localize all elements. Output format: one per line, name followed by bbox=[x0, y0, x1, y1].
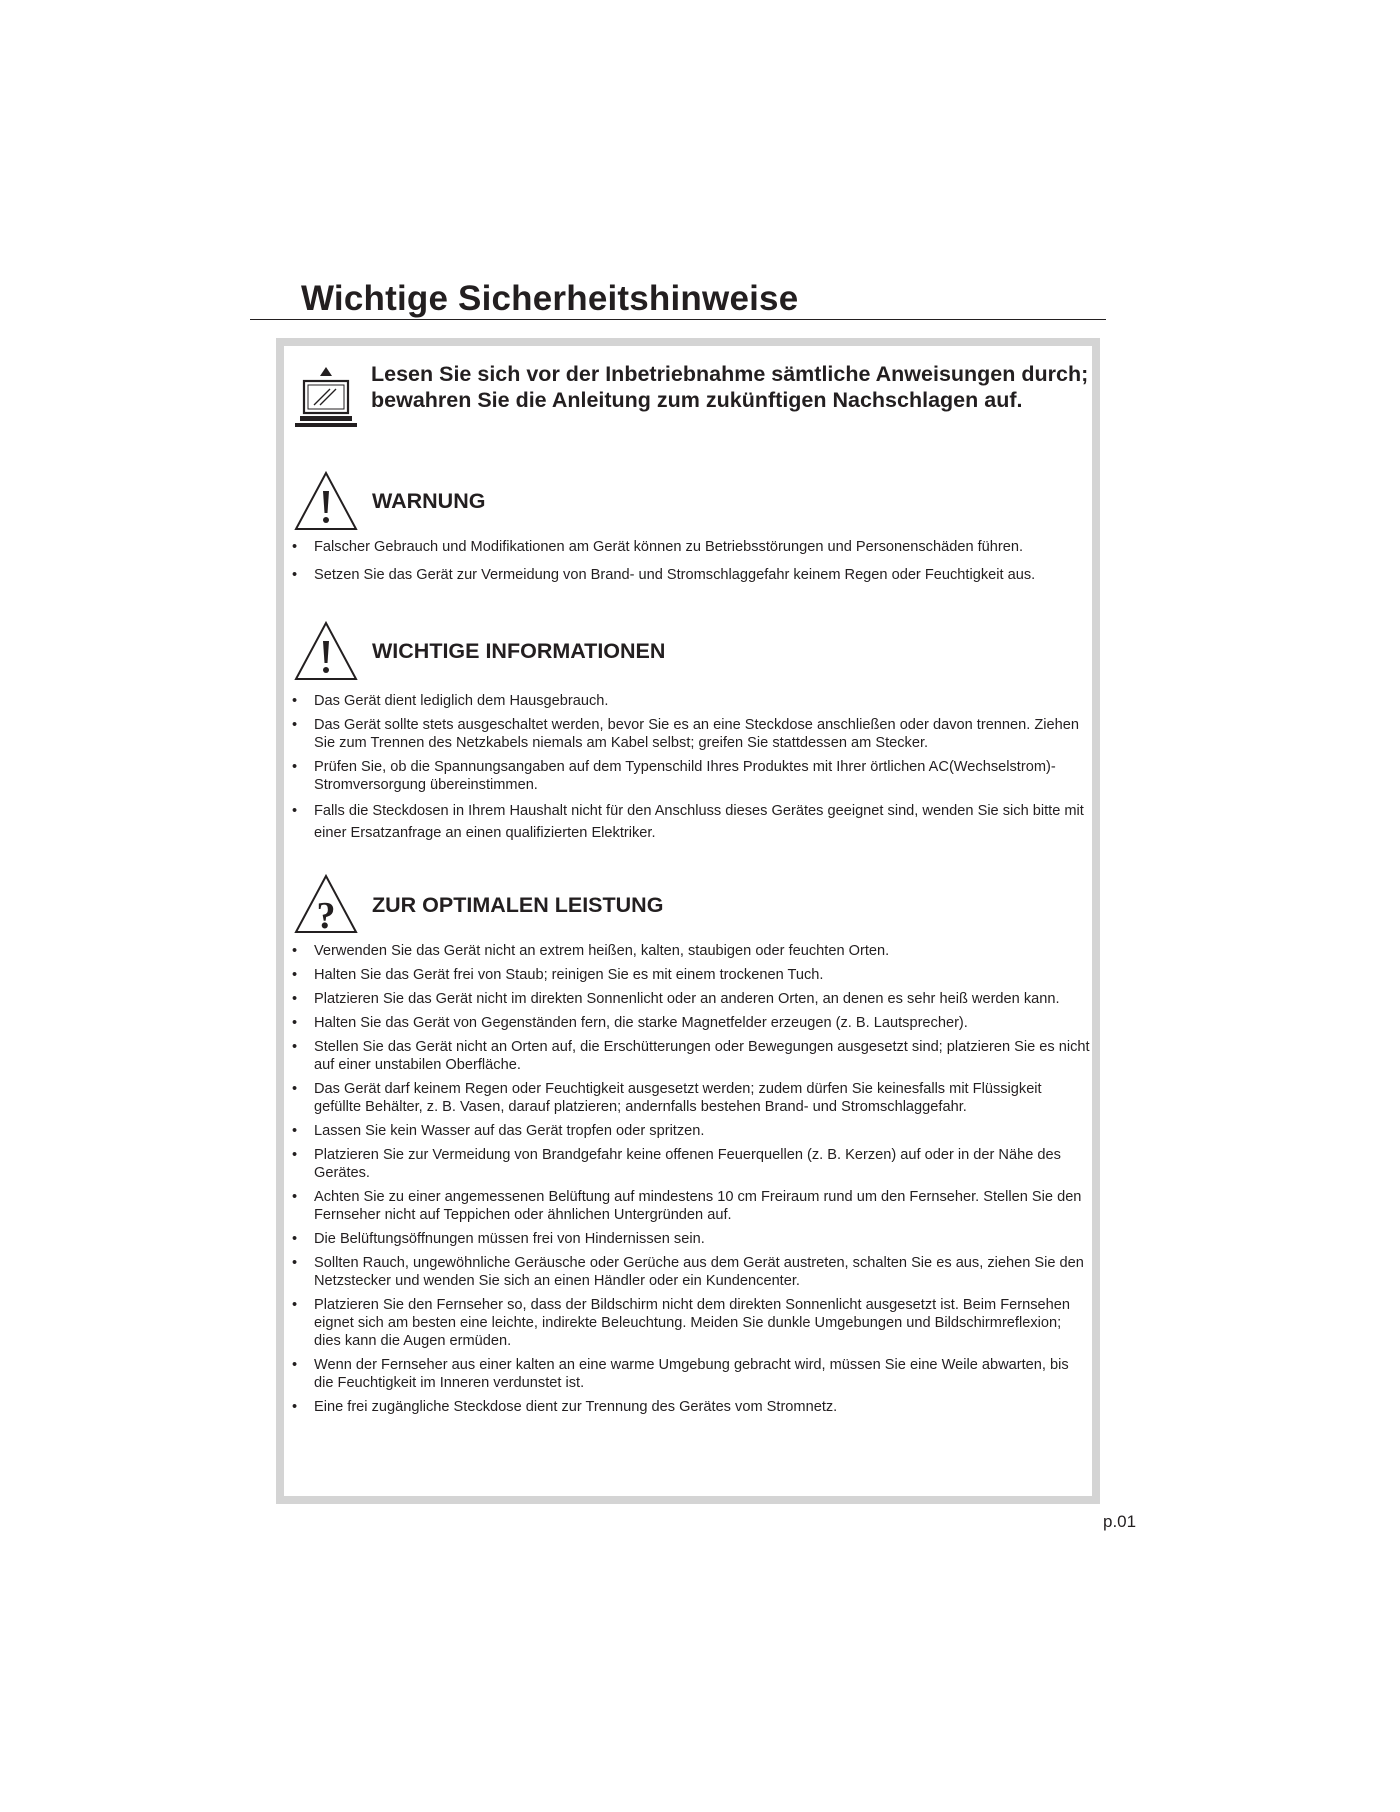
list-item: • Falls die Steckdosen in Ihrem Haushalt nicht für den Anschluss dieses Gerätes geeignet sind, wenden Sie sich bitte mit einer Ersatzanfrage an einen qualifizierten Elektriker. bbox=[0, 800, 1090, 844]
intro-text: Lesen Sie sich vor der Inbetriebnahme sämtliche Anweisungen durch; bewahren Sie die Anleitung zum zukünftigen Nachschlagen auf. bbox=[371, 362, 1089, 412]
section-title-warnung: WARNUNG bbox=[372, 489, 486, 513]
list-item: • Prüfen Sie, ob die Spannungsangaben auf dem Typenschild Ihres Produktes mit Ihrer örtlichen AC(Wechselstrom)-Stromversorgung übereinstimmen. bbox=[0, 758, 1090, 794]
list-item: • Verwenden Sie das Gerät nicht an extrem heißen, kalten, staubigen oder feuchten Orten. bbox=[0, 942, 1090, 960]
svg-text:?: ? bbox=[316, 895, 336, 934]
wichtige-informationen-list bbox=[0, 692, 1100, 844]
tv-manual-icon bbox=[294, 367, 358, 429]
list-item: • Eine frei zugängliche Steckdose dient zur Trennung des Gerätes vom Stromnetz. bbox=[0, 1398, 1090, 1416]
list-item: • Das Gerät darf keinem Regen oder Feuchtigkeit ausgesetzt werden; zudem dürfen Sie keinesfalls mit Flüssigkeit gefüllte Behälter, z. B. Vasen, darauf platzieren; andernfalls bestehen Brand- und Stromschlaggefahr. bbox=[0, 1080, 1090, 1116]
warnung-list bbox=[0, 538, 1100, 584]
list-item: • Lassen Sie kein Wasser auf das Gerät tropfen oder spritzen. bbox=[0, 1122, 1090, 1140]
list-item: • Die Belüftungsöffnungen müssen frei von Hindernissen sein. bbox=[0, 1230, 1090, 1248]
list-item: • Halten Sie das Gerät von Gegenständen fern, die starke Magnetfelder erzeugen (z. B. Lautsprecher). bbox=[0, 1014, 1090, 1032]
section-title-zur-optimalen-leistung: ZUR OPTIMALEN LEISTUNG bbox=[372, 893, 664, 917]
zur-optimalen-leistung-list bbox=[0, 942, 1100, 1416]
list-item: • Setzen Sie das Gerät zur Vermeidung von Brand- und Stromschlaggefahr keinem Regen oder Feuchtigkeit aus. bbox=[0, 566, 1090, 584]
page-number: p.01 bbox=[1103, 1512, 1137, 1531]
list-item: • Platzieren Sie zur Vermeidung von Brandgefahr keine offenen Feuerquellen (z. B. Kerzen) auf oder in der Nähe des Gerätes. bbox=[0, 1146, 1090, 1182]
list-item: • Das Gerät sollte stets ausgeschaltet werden, bevor Sie es an eine Steckdose anschließen oder davon trennen. Ziehen Sie zum Trennen des Netzkabels niemals am Kabel selbst; greifen Sie stattdessen am Stecker. bbox=[0, 716, 1090, 752]
list-item: • Sollten Rauch, ungewöhnliche Geräusche oder Gerüche aus dem Gerät austreten, schalten Sie es aus, ziehen Sie den Netzstecker und wenden Sie sich an einen Händler oder ein Kundencenter. bbox=[0, 1254, 1090, 1290]
section-title-wichtige-informationen: WICHTIGE INFORMATIONEN bbox=[372, 639, 666, 663]
warning-triangle-icon bbox=[294, 471, 358, 531]
list-item: • Wenn der Fernseher aus einer kalten an eine warme Umgebung gebracht wird, müssen Sie eine Weile abwarten, bis die Feuchtigkeit im Inneren verdunstet ist. bbox=[0, 1356, 1090, 1392]
list-item: • Falscher Gebrauch und Modifikationen am Gerät können zu Betriebsstörungen und Personenschäden führen. bbox=[0, 538, 1090, 556]
question-triangle-icon bbox=[294, 874, 358, 934]
list-item: • Halten Sie das Gerät frei von Staub; reinigen Sie es mit einem trockenen Tuch. bbox=[0, 966, 1090, 984]
list-item: • Platzieren Sie das Gerät nicht im direkten Sonnenlicht oder an anderen Orten, an denen es sehr heiß werden kann. bbox=[0, 990, 1090, 1008]
list-item: • Das Gerät dient lediglich dem Hausgebrauch. bbox=[0, 692, 1090, 710]
title-rule bbox=[250, 319, 1106, 320]
list-item: • Platzieren Sie den Fernseher so, dass der Bildschirm nicht dem direkten Sonnenlicht ausgesetzt ist. Beim Fernsehen eignet sich am besten eine leichte, indirekte Beleuchtung. Meiden Sie dunkle Umgebungen und Bildschirmreflexion; dies kann die Augen ermüden. bbox=[0, 1296, 1090, 1350]
list-item: • Stellen Sie das Gerät nicht an Orten auf, die Erschütterungen oder Bewegungen ausgesetzt sind; platzieren Sie es nicht auf einer unstabilen Oberfläche. bbox=[0, 1038, 1090, 1074]
warning-triangle-icon bbox=[294, 621, 358, 681]
list-item: • Achten Sie zu einer angemessenen Belüftung auf mindestens 10 cm Freiraum rund um den Fernseher. Stellen Sie den Fernseher nicht auf Teppichen oder ähnlichen Untergründen auf. bbox=[0, 1188, 1090, 1224]
page-title: Wichtige Sicherheitshinweise bbox=[301, 279, 799, 318]
